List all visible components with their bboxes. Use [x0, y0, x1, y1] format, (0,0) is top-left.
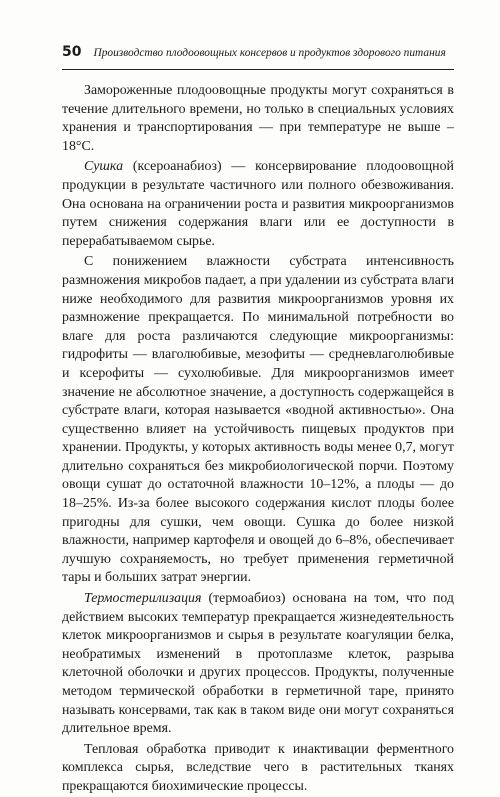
body-text — [62, 82, 454, 797]
running-header — [62, 44, 454, 70]
paragraph-term: Термостерилизация — [84, 591, 202, 607]
paragraph-text: (термоабиоз) основана на том, что под действием высоких температур прекращается жизнедеятельность клеток микроорганизмов и сырья в результате коагуляции белка, необратимых изменений в протоплазме клеток, разрыва клеточной оболочки и других процессов. Продукты, полученные методом термической обработки в герметичной таре, принято называть консервами, так как в таком виде они могут сохраняться длительное время. — [62, 591, 454, 737]
paragraph-text: С понижением влажности субстрата интенсивность размножения микробов падает, а при удалении из субстрата влаги ниже необходимого для развития микроорганизмов уровня их размножение прекращается. По минимальной потребности во влаге для роста различаются следующие микроорганизмы: гидрофиты — влаголюбивые, мезофиты — средневлаголюбивые и ксерофиты — сухолюбивые. Для микроорганизмов имеет значение не абсолютное значение, а доступность содержащейся в субстрате влаги, которая называется «водной активностью». Она существенно влияет на устойчивость пищевых продуктов при хранении. Продукты, у которых активность воды менее 0,7, могут длительно сохраняться без микробиологической порчи. Поэтому овощи сушат до остаточной влажности 10–12%, а плоды — до 18–25%. Из-за более высокого содержания кислот плоды более пригодны для сушки, чем овощи. Сушка до более низкой влажности, например картофеля и овощей до 6–8%, обеспечивает лучшую сохраняемость, но требует применения герметичной тары и больших затрат энергии. — [62, 254, 454, 586]
paragraph — [62, 741, 454, 797]
paragraph-text: Замороженные плодоовощные продукты могут сохраняться в течение длительного времени, но только в специальных условиях хранения и транспортирования — при температуре не выше –18°С. — [62, 83, 454, 154]
paragraph — [62, 253, 454, 588]
page-number: 50 — [62, 44, 82, 60]
paragraph — [62, 82, 454, 156]
paragraph-term: Сушка — [84, 159, 124, 175]
paragraph-text: (ксероанабиоз) — консервирование плодоовощной продукции в результате частичного или полного обезвоживания. Она основана на ограничении роста и развития микроорганизмов путем снижения содержания влаги или ее доступности в перерабатываемом сырье. — [62, 159, 454, 249]
paragraph-text: Тепловая обработка приводит к инактивации ферментного комплекса сырья, вследствие чего в растительных тканях прекращаются биохимические процессы. — [62, 741, 454, 794]
running-title: Производство плодоовощных консервов и продуктов здорового питания — [93, 47, 446, 59]
paragraph — [62, 590, 454, 739]
paragraph — [62, 158, 454, 251]
